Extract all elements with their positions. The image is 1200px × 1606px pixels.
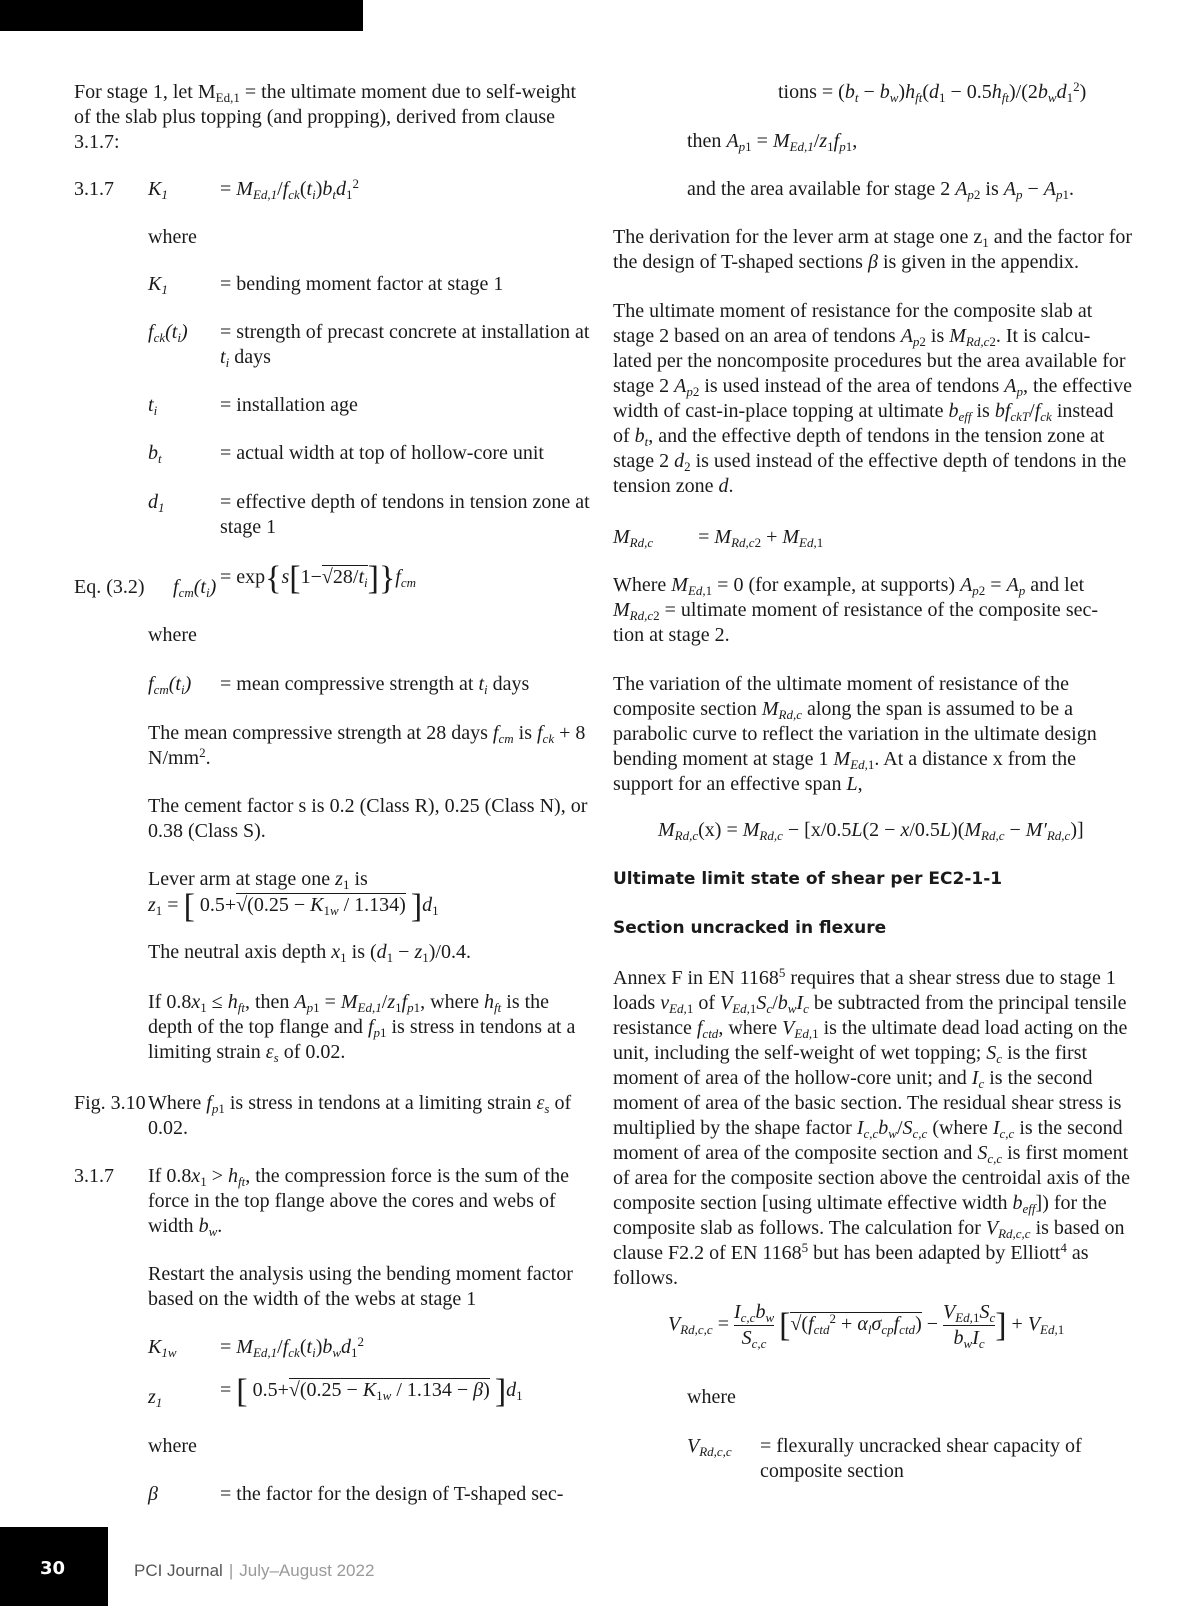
symbol-z1: $z_1$ bbox=[148, 1386, 163, 1410]
intro-paragraph: For stage 1, let $M_{Ed,1}$ = the ultimate moment due to self-weight of the slab plus topping (and propping), derived from clause 3.1.7: bbox=[74, 81, 577, 153]
definition-bt: = actual width at top of hollow-core unit bbox=[220, 442, 544, 464]
equation-k1w: = $M_{Ed,1}/f_{ck}(t_i)b_wd_1^2$ bbox=[220, 1334, 365, 1360]
lever-arm-text: Lever arm at stage one $z_1$ is bbox=[148, 868, 368, 892]
where-label-4: where bbox=[687, 1386, 736, 1408]
definition-ti: = installation age bbox=[220, 394, 358, 416]
definition-vrdcc: = flexurally uncracked shear capacity of composite section bbox=[760, 1435, 1082, 1482]
equation-tag: 3.1.7 bbox=[74, 178, 114, 200]
header-bar bbox=[0, 0, 363, 31]
symbol-beta: β bbox=[148, 1483, 158, 1505]
page-number: 30 bbox=[40, 1558, 66, 1579]
equation-k1: = $M_{Ed,1}/f_{ck}(t_i)b_td_1^2$ bbox=[220, 176, 359, 202]
symbol-vrdcc: $V_{Rd,c,c}$ bbox=[687, 1435, 732, 1459]
where-label: where bbox=[148, 226, 197, 248]
definition-fcm: = mean compressive strength at $t_i$ days bbox=[220, 673, 530, 697]
subsection-heading: Section uncracked in flexure bbox=[613, 918, 887, 938]
equation-z1: $z_1$ = [ $0.5+√(0.25 - K_{1w} / 1.134)$ ]$d_1$ bbox=[148, 888, 439, 925]
if-condition-1: If $0.8x_1 \le h_{ft}$, then $A_{p1} = M_{Ed,1}/z_1f_{p1}$, where $h_{ft}$ is the depth of the top flange and $f_{p1}$ is stress in tendons at a limiting strain $\varepsilon_s$ of 0.02. bbox=[148, 991, 576, 1065]
annex-paragraph: Annex F in EN 1168$^5$ requires that a shear stress due to stage 1 loads $v_{Ed,1}$ of $V_{Ed,1}S_c/b_wI_c$ be subtracted from the principal tensile resistance $f_{ctd}$, where $V_{Ed,1}$ is the ultimate dead load acting on the unit, including the self-weight of wet topping; $S_c$ is the first moment of area of the hollow-core unit; and $I_c$ is the second moment of area of the basic section. The residual shear stress is multiplied by the shape factor $I_{c,c}b_w/S_{c,c}$ (where $I_{c,c}$ is the second moment of area of the composite section and $S_{c,c}$ is first moment of area for the composite section above the centroidal axis of the composite section [using ultimate effective width $b_{eff}$]) for the composite slab as follows. The calculation for $V_{Rd,c,c}$ is based on clause F2.2 of EN 1168$^5$ but has been adapted by Elliott$^4$ as follows. bbox=[613, 965, 1131, 1289]
definition-fck: = strength of precast concrete at installation at $t_i$ days bbox=[220, 321, 590, 370]
symbol-k1-def: $K_1$ bbox=[148, 273, 168, 297]
area-formula: and the area available for stage 2 $A_{p2}$ is $A_p - A_{p1}$. bbox=[687, 178, 1074, 202]
variation-paragraph: The variation of the ultimate moment of resistance of the composite section $M_{Rd,c}$ along the span is assumed to be a parabolic curve to reflect the variation in the ultimate design bending moment at stage 1 $M_{Ed,1}$. At a distance x from the support for an effective span L, bbox=[613, 673, 1097, 795]
restart-text: Restart the analysis using the bending moment factor based on the width of the webs at stage 1 bbox=[148, 1263, 573, 1310]
where-label-2: where bbox=[148, 624, 197, 646]
equation-mrdc-x: $M_{Rd,c}(x) = M_{Rd,c} - [x/0.5L(2 - x/0.5L)(M_{Rd,c} - M'_{Rd,c})]$ bbox=[658, 819, 1084, 843]
symbol-fcm-def: $f_{cm}(t_i)$ bbox=[148, 673, 192, 697]
clause-tag: 3.1.7 bbox=[74, 1165, 114, 1187]
journal-footer bbox=[134, 1558, 374, 1583]
where-med-paragraph: Where $M_{Ed,1} = 0$ (for example, at supports) $A_{p2} = A_p$ and let $M_{Rd,c2}$ = ultimate moment of resistance of the composite sec- tion at stage 2. bbox=[613, 574, 1099, 646]
definition-beta: = the factor for the design of T-shaped sec- bbox=[220, 1483, 564, 1505]
equation-fcm: = $\exp\{s[1-√28/t_i]\}f_{cm}$ bbox=[220, 560, 417, 597]
symbol-d1: $d_1$ bbox=[148, 491, 165, 515]
section-heading: Ultimate limit state of shear per EC2-1-1 bbox=[613, 869, 1003, 889]
footer-separator: | bbox=[228, 1561, 234, 1580]
equation-z1-beta: = [ $0.5+√(0.25 - K_{1w} / 1.134 - \beta)$ ]$d_1$ bbox=[220, 1373, 523, 1410]
mean-strength-text: The mean compressive strength at 28 days $f_{cm}$ is $f_{ck} + 8$ $N/mm^2$. bbox=[148, 722, 586, 769]
symbol-k1w: $K_{1w}$ bbox=[148, 1336, 177, 1360]
neutral-axis-text: The neutral axis depth $x_1$ is $(d_1 - z_1)/0.4$. bbox=[148, 941, 471, 965]
equation-mrdc: $M_{Rd,c} = M_{Rd,c2} + M_{Ed,1}$ bbox=[613, 526, 824, 550]
if-condition-2: If $0.8x_1 > h_{ft}$, the compression force is the sum of the force in the top flange above the cores and webs of width $b_w$. bbox=[148, 1165, 570, 1239]
equation-tag-3-2: Eq. (3.2) bbox=[74, 576, 145, 598]
symbol-fcm: $f_{cm}(t_i)$ bbox=[173, 576, 217, 600]
symbol-k1: $K_1$ bbox=[148, 178, 168, 202]
tions-formula: tions = $(b_t - b_w)h_{ft}(d_1 - 0.5h_{ft})/(2b_wd_1^2)$ bbox=[778, 79, 1087, 105]
symbol-ti: $t_i$ bbox=[148, 394, 158, 418]
figure-tag: Fig. 3.10 bbox=[74, 1092, 146, 1114]
then-formula: then $A_{p1} = M_{Ed,1}/z_1f_{p1}$, bbox=[687, 130, 858, 154]
definition-k1: = bending moment factor at stage 1 bbox=[220, 273, 504, 295]
figure-note: Where $f_{p1}$ is stress in tendons at a limiting strain $\varepsilon_s$ of 0.02. bbox=[148, 1092, 572, 1139]
equation-vrdcc: $V_{Rd,c,c}$ = $I_{c,c}b_w$ $S_{c,c}$ [$√(f_{ctd}^2 + \alpha_l\sigma_{cp}f_{ctd})$ − $V_{Ed,1}S_c$ $b_wI_c$ ] + $V_{Ed,1}$ bbox=[668, 1301, 1065, 1351]
journal-name: PCI Journal bbox=[134, 1561, 223, 1580]
ultimate-moment-paragraph: The ultimate moment of resistance for the composite slab at stage 2 based on an area of tendons $A_{p2}$ is $M_{Rd,c2}$. It is calcu- lated per the noncomposite procedures but the area available for stage 2 $A_{p2}$ is used instead of the area of tendons $A_p$, the effective width of cast-in-place topping at ultimate $b_{eff}$ is $bf_{ckT}/f_{ck}$ instead of $b_t$, and the effective depth of tendons in the tension zone at stage 2 $d_2$ is used instead of the effective depth of tendons in the tension zone d. bbox=[613, 300, 1132, 497]
derivation-paragraph: The derivation for the lever arm at stage one $z_1$ and the factor for the design of T-shaped sections β is given in the appendix. bbox=[613, 226, 1133, 273]
symbol-fck: $f_{ck}(t_i)$ bbox=[148, 321, 188, 345]
where-label-3: where bbox=[148, 1435, 197, 1457]
journal-issue: July–August 2022 bbox=[239, 1561, 375, 1580]
definition-d1: = effective depth of tendons in tension zone at stage 1 bbox=[220, 491, 590, 538]
cement-factor-text: The cement factor s is 0.2 (Class R), 0.25 (Class N), or 0.38 (Class S). bbox=[148, 795, 588, 842]
symbol-bt: $b_t$ bbox=[148, 442, 162, 466]
